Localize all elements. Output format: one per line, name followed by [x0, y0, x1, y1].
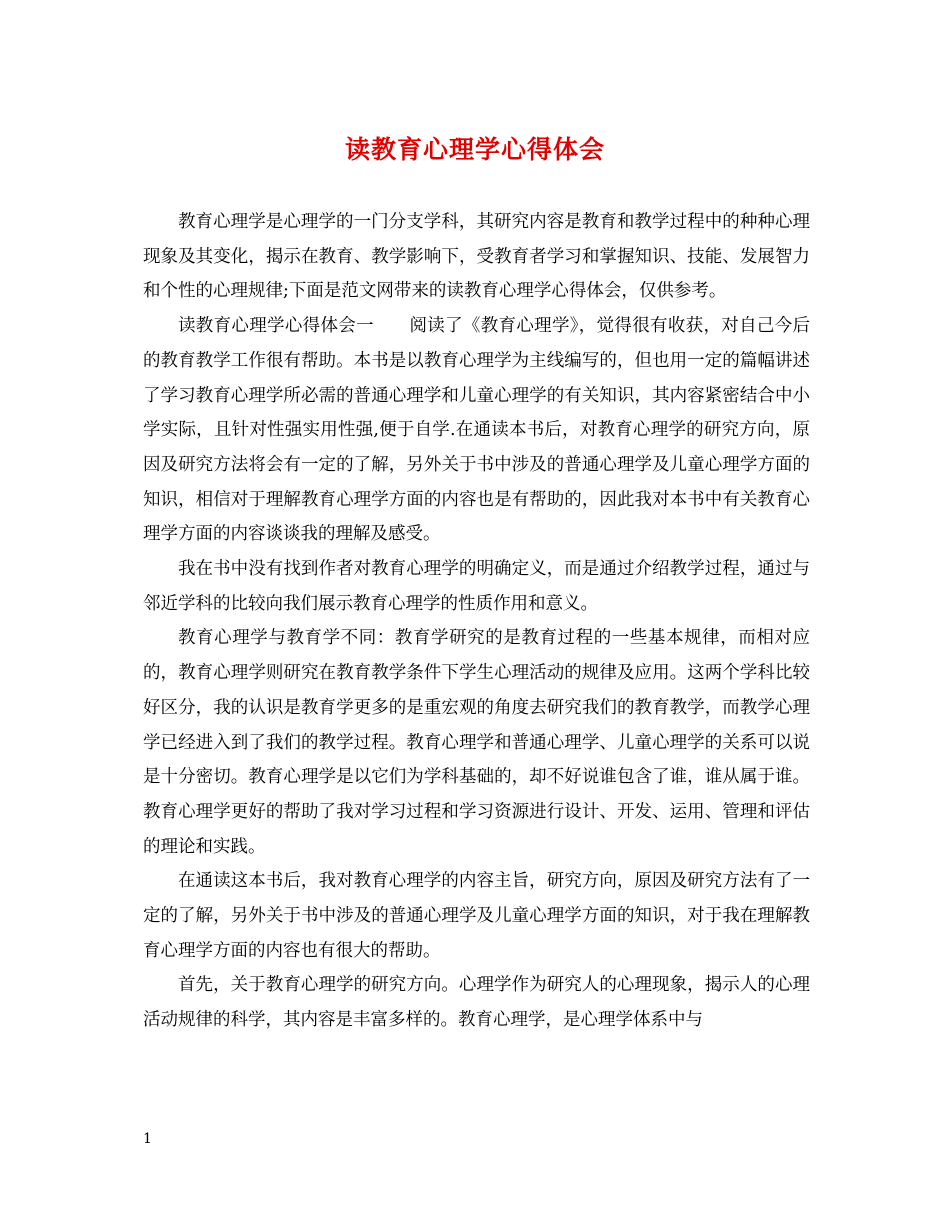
paragraph-summary: 在通读这本书后，我对教育心理学的内容主旨，研究方向，原因及研究方法有了一定的了解，另外关于书中涉及的普通心理学及儿童心理学方面的知识，对于我在理解教育心理学方面的内容也有很大的帮助。: [143, 871, 810, 961]
paragraph-intro: 教育心理学是心理学的一门分支学科，其研究内容是教育和教学过程中的种种心理现象及其变化，揭示在教育、教学影响下，受教育者学习和掌握知识、技能、发展智力和个性的心理规律;下面是范文网带来的读教育心理学心得体会，仅供参考。: [143, 212, 810, 302]
document-body: [143, 205, 810, 1038]
document-title: 读教育心理学心得体会: [344, 135, 605, 164]
paragraph-research-direction: 首先，关于教育心理学的研究方向。心理学作为研究人的心理现象，揭示人的心理活动规律的科学，其内容是丰富多样的。教育心理学，是心理学体系中与: [143, 975, 810, 1031]
paragraph-reading-notes: 读教育心理学心得体会一 阅读了《教育心理学》，觉得很有收获，对自己今后的教育教学工作很有帮助。本书是以教育心理学为主线编写的，但也用一定的篇幅讲述了学习教育心理学所必需的普通心理学和儿童心理学的有关知识，其内容紧密结合中小学实际，且针对性强实用性强,便于自学.在通读本书后，对教育心理学的研究方向，原因及研究方法将会有一定的了解，另外关于书中涉及的普通心理学及儿童心理学方面的知识，相信对于理解教育心理学方面的内容也是有帮助的，因此我对本书中有关教育心理学方面的内容谈谈我的理解及感受。: [143, 316, 810, 545]
paragraph-comparison: 教育心理学与教育学不同：教育学研究的是教育过程的一些基本规律，而相对应的，教育心理学则研究在教育教学条件下学生心理活动的规律及应用。这两个学科比较好区分，我的认识是教育学更多的是重宏观的角度去研究我们的教育教学，而教学心理学已经进入到了我们的教学过程。教育心理学和普通心理学、儿童心理学的关系可以说是十分密切。教育心理学是以它们为学科基础的，却不好说谁包含了谁，谁从属于谁。教育心理学更好的帮助了我对学习过程和学习资源进行设计、开发、运用、管理和评估的理论和实践。: [143, 628, 810, 857]
page-number: 1: [143, 1131, 152, 1147]
paragraph-definition: 我在书中没有找到作者对教育心理学的明确定义，而是通过介绍教学过程，通过与邻近学科的比较向我们展示教育心理学的性质作用和意义。: [143, 559, 810, 614]
